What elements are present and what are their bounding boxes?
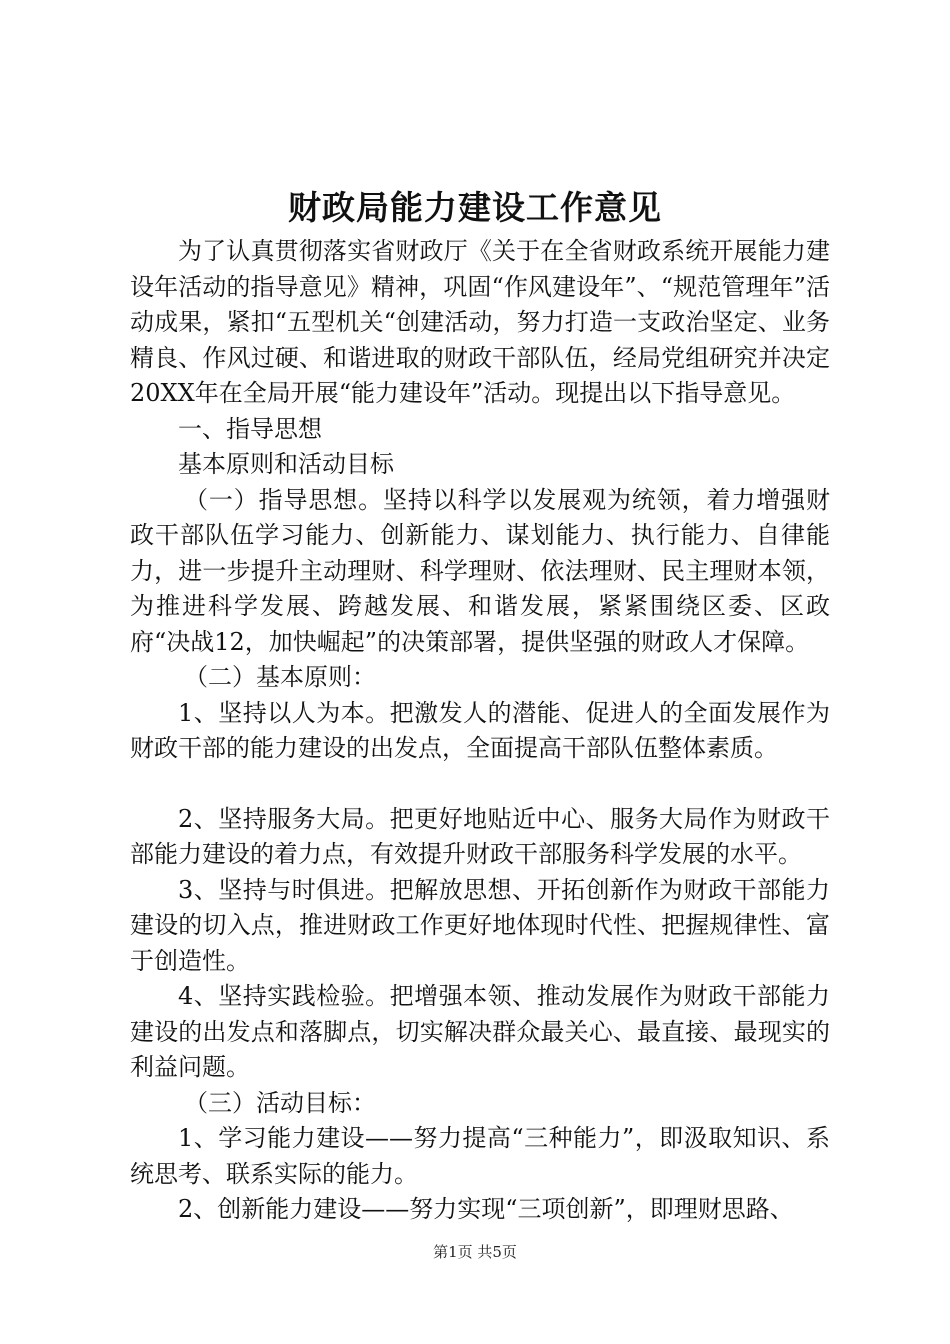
goal-item-1: 1、学习能力建设——努力提高“三种能力”，即汲取知识、系统思考、联系实际的能力。 (130, 1124, 830, 1188)
principle-item-4: 4、坚持实践检验。把增强本领、推动发展作为财政干部能力建设的出发点和落脚点，切实解决群众最关心、最直接、最现实的利益问题。 (130, 982, 830, 1081)
heading-basic-principles: （二）基本原则： (184, 663, 376, 691)
paragraph-guiding-ideology: （一）指导思想。坚持以科学以发展观为统领，着力增强财政干部队伍学习能力、创新能力、谋划能力、执行能力、自律能力，进一步提升主动理财、科学理财、依法理财、民主理财本领，为推进科学发展、跨越发展、和谐发展，紧紧围绕区委、区政府“决战12，加快崛起”的决策部署，提供坚强的财政人才保障。 (130, 485, 830, 656)
paragraph-intro: 为了认真贯彻落实省财政厅《关于在全省财政系统开展能力建设年活动的指导意见》精神，巩固“作风建设年”、“规范管理年”活动成果，紧扣“五型机关“创建活动，努力打造一支政治坚定、业务精良、作风过硬、和谐进取的财政干部队伍，经局党组研究并决定20XX年在全局开展“能力建设年”活动。现提出以下指导意见。 (130, 237, 830, 407)
section-heading-guiding-ideology: 一、指导思想 (178, 414, 322, 443)
principle-item-3: 3、坚持与时俱进。把解放思想、开拓创新作为财政干部能力建设的切入点，推进财政工作更好地体现时代性、把握规律性、富于创造性。 (130, 875, 830, 975)
principle-item-1: 1、坚持以人为本。把激发人的潜能、促进人的全面发展作为财政干部的能力建设的出发点，全面提高干部队伍整体素质。 (130, 698, 830, 762)
section-subheading-principles-goals: 基本原则和活动目标 (178, 450, 394, 478)
document-body (130, 234, 830, 1228)
heading-activity-goals: （三）活动目标： (184, 1088, 376, 1117)
page-number-footer: 第1页 共5页 (433, 1243, 517, 1261)
principle-item-2: 2、坚持服务大局。把更好地贴近中心、服务大局作为财政干部能力建设的着力点，有效提升财政干部服务科学发展的水平。 (130, 804, 830, 868)
document-title: 财政局能力建设工作意见 (288, 188, 662, 227)
goal-item-2: 2、创新能力建设——努力实现“三项创新”，即理财思路、 (178, 1195, 794, 1223)
